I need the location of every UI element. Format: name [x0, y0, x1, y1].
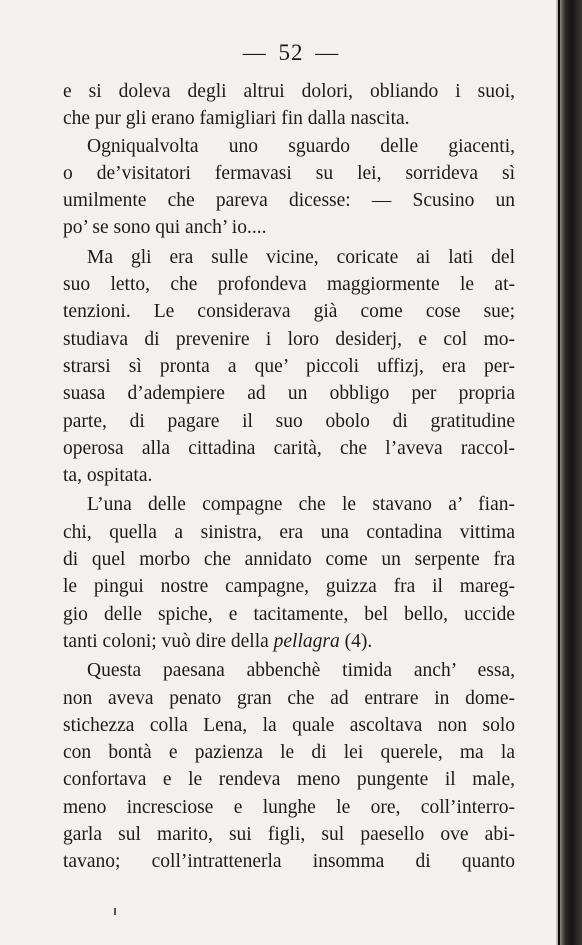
ink-speck	[114, 908, 116, 915]
text-line: meno incresciose e lunghe le ore, coll’interro-	[63, 796, 515, 818]
footnote-reference: (4).	[339, 630, 373, 652]
text-run: tanti coloni; vuò dire della	[63, 630, 274, 652]
text-line: L’una delle compagne che le stavano a’ fian-	[87, 494, 515, 516]
text-line: le pingui nostre campagne, guizza fra il mareg-	[63, 576, 515, 598]
text-line: tenzioni. Le considerava già come cose sue;	[63, 301, 515, 323]
header-dash-right: —	[315, 40, 340, 65]
text-line: po’ se sono qui anch’ io....	[63, 217, 267, 239]
text-line: suo letto, che profondeva maggiormente le at-	[63, 274, 515, 296]
text-line: suasa d’adempiere ad un obbligo per propria	[63, 383, 515, 405]
text-line: o de’visitatori fermavasi su lei, sorrideva sì	[63, 162, 515, 184]
text-line: umilmente che pareva dicesse: — Scusino un	[63, 190, 515, 212]
text-line: studiava di prevenire i loro desiderj, e col mo-	[63, 328, 515, 350]
text-line: confortava e le rendeva meno pungente il male,	[63, 769, 515, 791]
text-line-with-italic	[63, 628, 515, 655]
text-line: garla sul marito, sui figli, sul paesello ove abi-	[63, 824, 515, 846]
text-line: stichezza colla Lena, la quale ascoltava non solo	[63, 714, 515, 736]
text-line: operosa alla cittadina carità, che l’aveva raccol-	[63, 437, 515, 459]
text-line: chi, quella a sinistra, era una contadina vittima	[63, 521, 515, 543]
text-line: di quel morbo che annidato come un serpente fra	[63, 549, 515, 571]
text-line: tavano; coll’intrattenerla insomma di quanto	[63, 851, 515, 873]
text-line: Ogniqualvolta uno sguardo delle giacenti,	[87, 135, 515, 157]
body-text	[63, 78, 515, 876]
page-header	[0, 40, 582, 66]
header-dash-left: —	[242, 40, 267, 65]
text-line: e si doleva degli altrui dolori, obliando i suoi,	[63, 81, 515, 102]
page-edge-line	[558, 0, 560, 945]
text-line: non aveva penato gran che ad entrare in dome-	[63, 687, 515, 709]
text-line: ta, ospitata.	[63, 465, 153, 487]
italic-word-pellagra: pellagra	[273, 630, 340, 652]
text-line: Questa paesana abbenchè timida anch’ essa,	[87, 660, 515, 682]
text-line: strarsi sì pronta a que’ piccoli uffizj, era per-	[63, 355, 515, 377]
text-line: gio delle spiche, e tacitamente, bel bello, uccide	[63, 603, 515, 625]
page-number: 52	[278, 40, 304, 65]
text-line: con bontà e pazienza le di lei querele, ma la	[63, 742, 515, 764]
text-line: Ma gli era sulle vicine, coricate ai lati del	[87, 246, 515, 268]
text-line: parte, di pagare il suo obolo di gratitudine	[63, 410, 515, 432]
text-line: che pur gli erano famigliari fin dalla nascita.	[63, 108, 410, 130]
